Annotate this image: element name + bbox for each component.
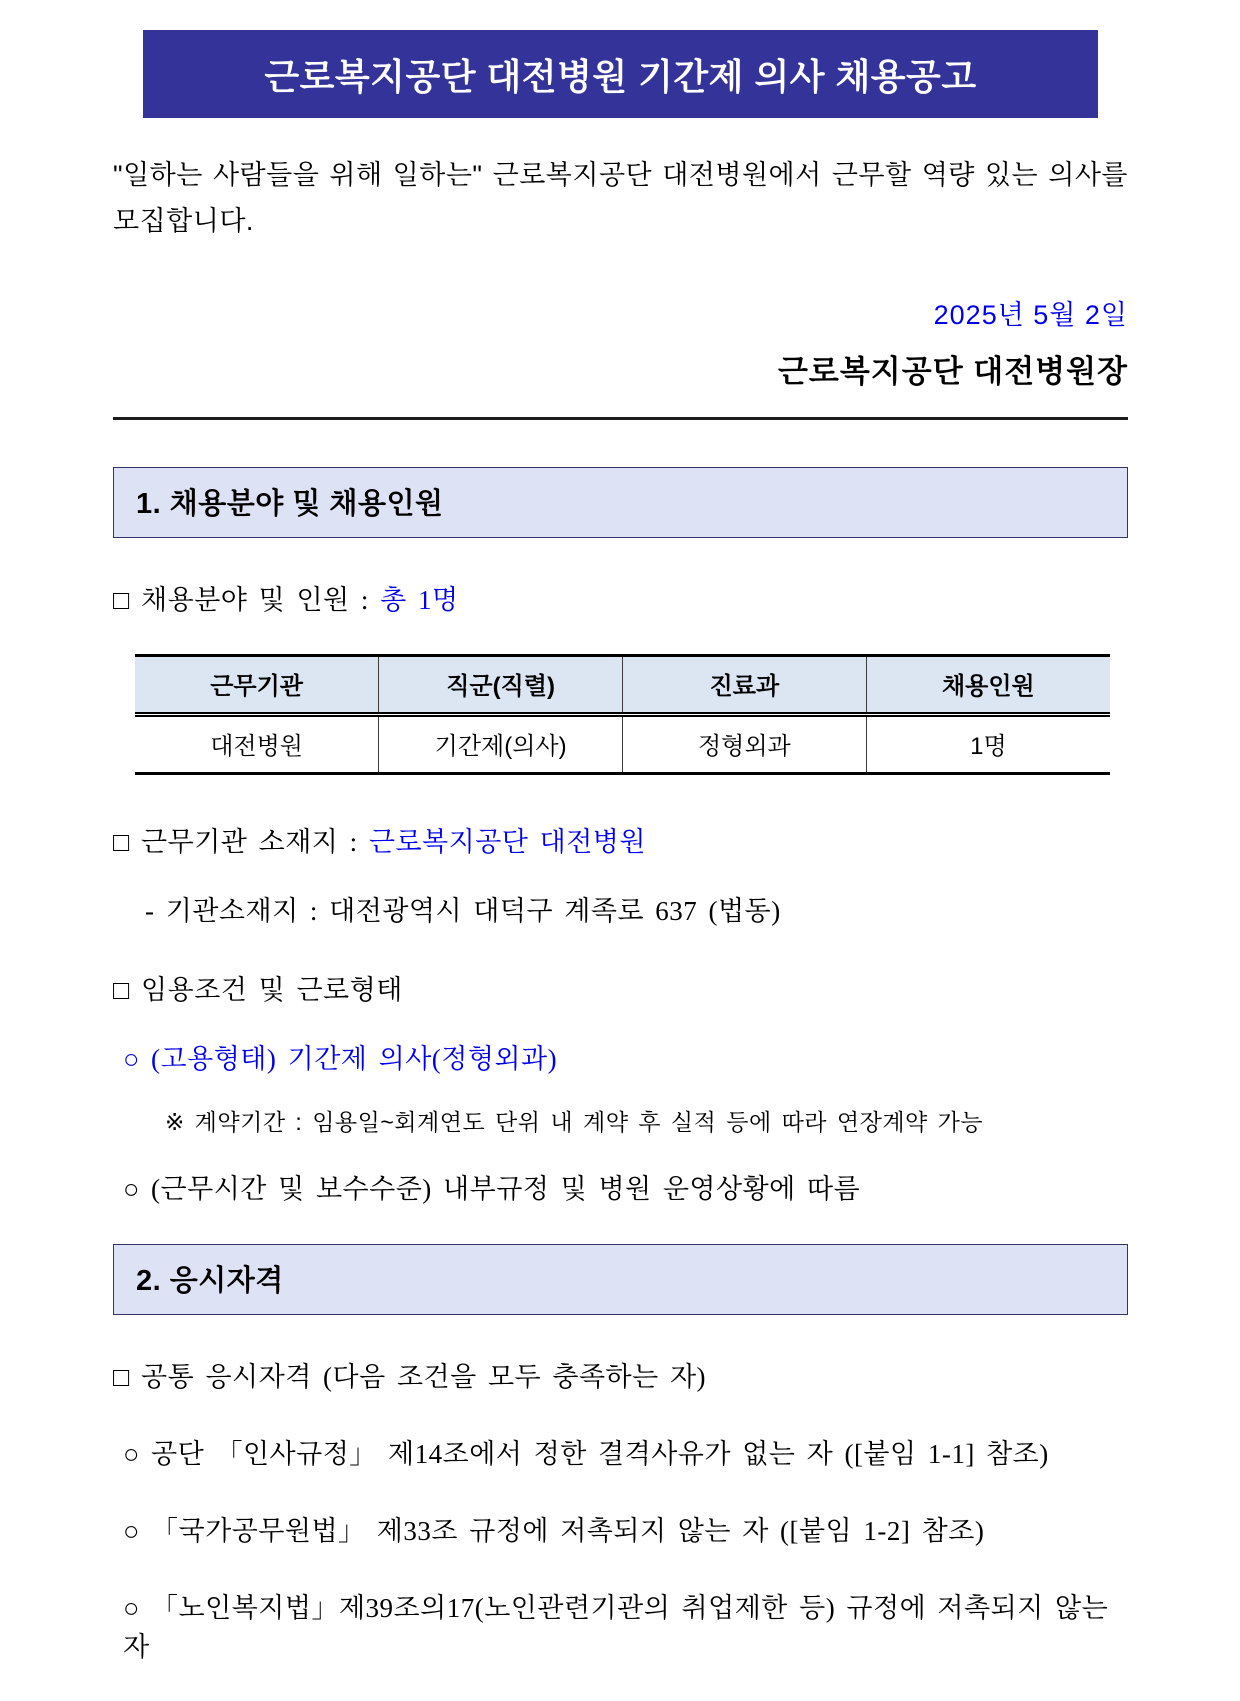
table-header-job-group: 직군(직렬) xyxy=(379,655,623,714)
table-cell-job-group: 기간제(의사) xyxy=(379,714,623,773)
work-location-label: □ 근무기관 소재지 : xyxy=(113,826,369,857)
table-row xyxy=(135,714,1110,773)
divider xyxy=(113,417,1128,420)
qualification-item-1: ○ 공단 「인사규정」 제14조에서 정한 결격사유가 없는 자 ([붙임 1-1] 참조) xyxy=(123,1438,1049,1469)
signature-line: 근로복지공단 대전병원장 xyxy=(777,353,1128,389)
recruitment-table-header xyxy=(135,655,1110,714)
page-title: 근로복지공단 대전병원 기간제 의사 채용공고 xyxy=(264,55,977,97)
employment-conditions-heading: □ 임용조건 및 근로형태 xyxy=(113,974,403,1005)
table-header-headcount: 채용인원 xyxy=(866,655,1110,714)
work-location-line xyxy=(113,820,1128,859)
date-line: 2025년 5월 2일 xyxy=(933,299,1128,330)
common-qualifications-heading: □ 공통 응시자격 (다음 조건을 모두 충족하는 자) xyxy=(113,1361,707,1392)
table-header-row xyxy=(135,655,1110,714)
work-hours-pay-line: ○ (근무시간 및 보수수준) 내부규정 및 병원 운영상황에 따름 xyxy=(123,1173,861,1204)
table-cell-headcount: 1명 xyxy=(866,714,1110,773)
qualification-item-3: ○ 「노인복지법」제39조의17(노인관련기관의 취업제한 등) 규정에 저촉되지 않는 자 xyxy=(123,1592,1109,1662)
recruitment-table xyxy=(135,654,1110,775)
table-cell-department: 정형외과 xyxy=(623,714,867,773)
intro-paragraph: "일하는 사람들을 위해 일하는" 근로복지공단 대전병원에서 근무할 역량 있는 의사를 모집합니다. xyxy=(113,160,1128,237)
table-header-department: 진료과 xyxy=(623,655,867,714)
recruitment-field-label: □ 채용분야 및 인원 : xyxy=(113,584,381,615)
section-1-heading: 1. 채용분야 및 채용인원 xyxy=(113,467,1128,538)
contract-period-note: ※ 계약기간 : 임용일~회계연도 단위 내 계약 후 실적 등에 따라 연장계약 가능 xyxy=(165,1108,984,1135)
table-cell-workplace: 대전병원 xyxy=(135,714,379,773)
address-line: - 기관소재지 : 대전광역시 대덕구 계족로 637 (법동) xyxy=(145,895,781,926)
work-location-value: 근로복지공단 대전병원 xyxy=(368,826,646,857)
employment-type-line: ○ (고용형태) 기간제 의사(정형외과) xyxy=(123,1043,558,1074)
section-2-heading: 2. 응시자격 xyxy=(113,1244,1128,1315)
table-header-workplace: 근무기관 xyxy=(135,655,379,714)
recruitment-count-value: 총 1명 xyxy=(380,584,459,615)
recruitment-field-line xyxy=(113,578,1128,617)
qualification-item-2: ○ 「국가공무원법」 제33조 규정에 저촉되지 않는 자 ([붙임 1-2] 참조) xyxy=(123,1515,985,1546)
title-banner xyxy=(143,30,1098,118)
recruitment-table-body xyxy=(135,714,1110,773)
